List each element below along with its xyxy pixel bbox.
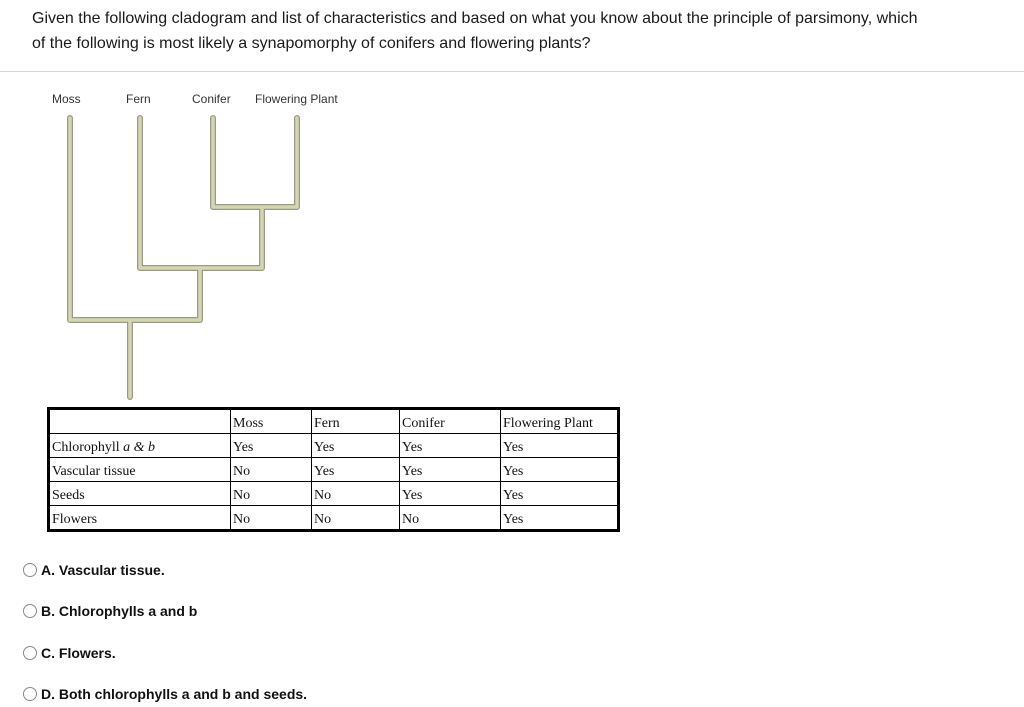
table-cell: Yes <box>501 506 619 531</box>
option-a[interactable] <box>23 560 165 580</box>
characteristics-table <box>47 407 620 532</box>
table-header-row <box>49 409 619 434</box>
table-cell: Yes <box>501 482 619 506</box>
taxon-label-flowering-plant: Flowering Plant <box>255 92 338 106</box>
table-cell: Yes <box>501 434 619 458</box>
table-cell: Yes <box>312 458 400 482</box>
question-line-2: of the following is most likely a synapomorphy of conifers and flowering plants? <box>32 35 591 52</box>
trait-suffix: a & b <box>119 440 156 455</box>
option-c-label[interactable]: C. Flowers. <box>41 645 116 661</box>
table-header-cell: Flowering Plant <box>501 409 619 434</box>
trait-name: Flowers <box>52 512 98 527</box>
question-line-1: Given the following cladogram and list of characteristics and based on what you know about the principle of parsimony, which <box>32 10 918 27</box>
taxon-label-moss: Moss <box>52 92 81 106</box>
table-header-cell <box>49 409 231 434</box>
table-row <box>49 482 619 506</box>
table-row <box>49 506 619 531</box>
table-cell: No <box>231 506 312 531</box>
table-cell: Yes <box>400 434 501 458</box>
option-c[interactable] <box>23 643 116 663</box>
radio-button-c[interactable] <box>23 646 37 660</box>
trait-cell <box>49 482 231 506</box>
table-cell: No <box>400 506 501 531</box>
table-header-cell: Fern <box>312 409 400 434</box>
table-cell: Yes <box>400 482 501 506</box>
option-d[interactable] <box>23 684 307 704</box>
option-b-label[interactable]: B. Chlorophylls a and b <box>41 603 198 619</box>
table-cell: No <box>312 482 400 506</box>
radio-button-d[interactable] <box>23 687 37 701</box>
table-cell: Yes <box>501 458 619 482</box>
trait-name: Vascular tissue <box>52 464 136 479</box>
taxon-label-fern: Fern <box>126 92 151 106</box>
table-cell: No <box>231 458 312 482</box>
radio-button-a[interactable] <box>23 563 37 577</box>
table-row <box>49 434 619 458</box>
table-cell: Yes <box>312 434 400 458</box>
table-header-cell: Moss <box>231 409 312 434</box>
option-a-label[interactable]: A. Vascular tissue. <box>41 562 165 578</box>
option-b[interactable] <box>23 601 197 621</box>
trait-cell <box>49 506 231 531</box>
table-cell: Yes <box>400 458 501 482</box>
table-cell: No <box>231 482 312 506</box>
trait-name: Chlorophyll <box>52 440 120 455</box>
table-header-cell: Conifer <box>400 409 501 434</box>
branch-fill <box>70 118 297 397</box>
table-cell: Yes <box>231 434 312 458</box>
option-d-label[interactable]: D. Both chlorophylls a and b and seeds. <box>41 686 308 702</box>
trait-cell <box>49 458 231 482</box>
table-row <box>49 458 619 482</box>
table-cell: No <box>312 506 400 531</box>
taxon-label-conifer: Conifer <box>192 92 231 106</box>
trait-cell <box>49 434 231 458</box>
radio-button-b[interactable] <box>23 604 37 618</box>
trait-name: Seeds <box>52 488 85 503</box>
